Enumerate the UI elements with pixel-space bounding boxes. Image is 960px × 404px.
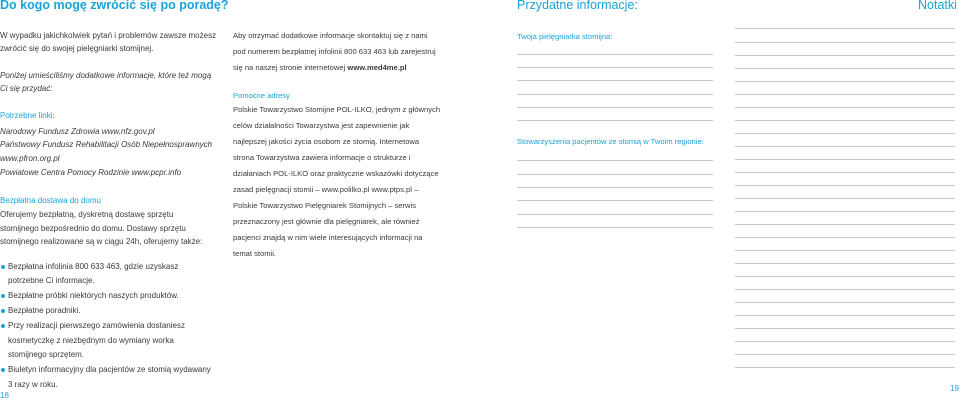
bullet-4-line-1: Przy realizacji pierwszego zamówienia dostaniesz [8,321,185,330]
notes-line [735,146,955,147]
bullet-6-line-1: Biuletyn informacyjny dla pacjentów ze stomią wydawany [8,365,211,374]
bullet-3: Bezpłatne poradniki. [8,306,81,315]
delivery-line-3: stomijnego realizowane są w ciągu 24h, oferujemy także: [0,237,203,246]
notes-line [735,55,955,56]
notes-line [735,263,955,264]
write-line [517,227,713,228]
contact-line-3-text: się na naszej stronie internetowej [233,63,348,72]
bullet-dot [1,324,5,328]
notes-line [735,237,955,238]
help-line-9: pacjenci znajdą w nim wiele interesujących informacji na [233,233,423,242]
intro-line-2: zwrócić się do swojej pielęgniarki stomijnej. [0,44,154,53]
notes-line [735,120,955,121]
page-number-left: 18 [0,391,9,400]
notes-line [735,172,955,173]
notes-line [735,341,955,342]
notes-line [735,42,955,43]
write-line [517,174,713,175]
notes-line [735,68,955,69]
write-line [517,107,713,108]
notes-line [735,211,955,212]
associations-label: Stowarzyszenia pacjentów ze stomią w Twoim regionie: [517,137,704,146]
notes-line [735,367,955,368]
notes-line [735,107,955,108]
notes-heading: Notatki [918,0,957,12]
write-line [517,200,713,201]
notes-line [735,276,955,277]
intro-line-1: W wypadku jakichkolwiek pytań i problemów zawsze możesz [0,31,217,40]
useful-info-heading: Przydatne informacje: [517,0,638,12]
bullet-dot [1,294,5,298]
link-nfz[interactable]: Narodowy Fundusz Zdrowia www.nfz.gov.pl [0,127,155,136]
contact-line-3 [233,62,407,73]
help-line-7: Polskie Towarzystwo Pielęgniarek Stomijnych – serwis [233,201,417,210]
bullet-dot [1,265,5,269]
notes-line [735,81,955,82]
delivery-line-1: Oferujemy bezpłatną, dyskretną dostawę sprzętu [0,210,174,219]
bullet-2: Bezpłatne próbki niektórych naszych produktów. [8,291,179,300]
help-line-4: strona Towarzystwa zawiera informacje o strukturze i [233,153,411,162]
notes-line [735,328,955,329]
left-heading: Do kogo mogę zwrócić się po poradę? [0,0,229,12]
delivery-heading: Bezpłatna dostawa do domu [0,196,101,205]
more-info-line-2: Ci się przydać: [0,84,53,93]
help-line-8: przeznaczony jest głównie dla pielęgniarek, ale również [233,217,420,226]
bullet-1-line-1: Bezpłatna infolinia 800 633 463, gdzie uzyskasz [8,262,179,271]
contact-line-2: pod numerem bezpłatnej infolinii 800 633 463 lub zarejestruj [233,47,436,56]
help-line-10: temat stomii. [233,249,277,258]
notes-line [735,28,955,29]
help-line-3: najlepszej jakości życia osobom ze stomią. Internetowa [233,137,420,146]
notes-line [735,198,955,199]
med4me-link[interactable]: www.med4me.pl [347,63,407,72]
notes-line [735,250,955,251]
notes-line [735,185,955,186]
page-number-right: 19 [950,384,959,393]
nurse-label: Twoja pielęgniarka stomijna: [517,32,613,41]
write-line [517,67,713,68]
help-line-2: celów działalności Towarzystwa jest zapewnienie jak [233,121,410,130]
bullet-1-line-2: potrzebne Ci informacje. [8,276,95,285]
delivery-line-2: stomijnego bezpośrednio do domu. Dostawy sprzętu [0,224,186,233]
notes-line [735,315,955,316]
bullet-6-line-2: 3 razy w roku. [8,380,58,389]
bullet-dot [1,309,5,313]
links-heading: Potrzebne linki: [0,111,55,120]
write-line [517,120,713,121]
help-heading: Pomocne adresy [233,91,290,100]
notes-line [735,159,955,160]
write-line [517,160,713,161]
link-pfron-label: Państwowy Fundusz Rehabilitacji Osób Niepełnosprawnych [0,140,213,149]
bullet-dot [1,368,5,372]
more-info-line-1: Poniżej umieściliśmy dodatkowe informacje, które też mogą [0,71,212,80]
notes-line [735,133,955,134]
notes-line [735,94,955,95]
link-pfron[interactable]: www.pfron.org.pl [0,154,60,163]
help-line-6: zasad pielęgnacji stomii – www.polilko.pl www.ptps.pl – [233,185,419,194]
write-line [517,214,713,215]
link-pcpr[interactable]: Powiatowe Centra Pomocy Rodzinie www.pcpr.info [0,168,182,177]
write-line [517,187,713,188]
write-line [517,80,713,81]
bullet-4-line-3: stomijnego sprzętem. [8,350,85,359]
notes-line [735,289,955,290]
contact-line-1: Aby otrzymać dodatkowe informacje skontaktuj się z nami [233,31,428,40]
write-line [517,94,713,95]
notes-line [735,354,955,355]
notes-line [735,302,955,303]
help-line-1: Polskie Towarzystwo Stomijne POL-ILKO, jednym z głównych [233,105,441,114]
write-line [517,54,713,55]
notes-line [735,224,955,225]
help-line-5: działaniach POL-ILKO oraz praktyczne wskazówki dotyczące [233,169,439,178]
bullet-4-line-2: kosmetyczkę z niezbędnym do wymiany worka [8,336,174,345]
